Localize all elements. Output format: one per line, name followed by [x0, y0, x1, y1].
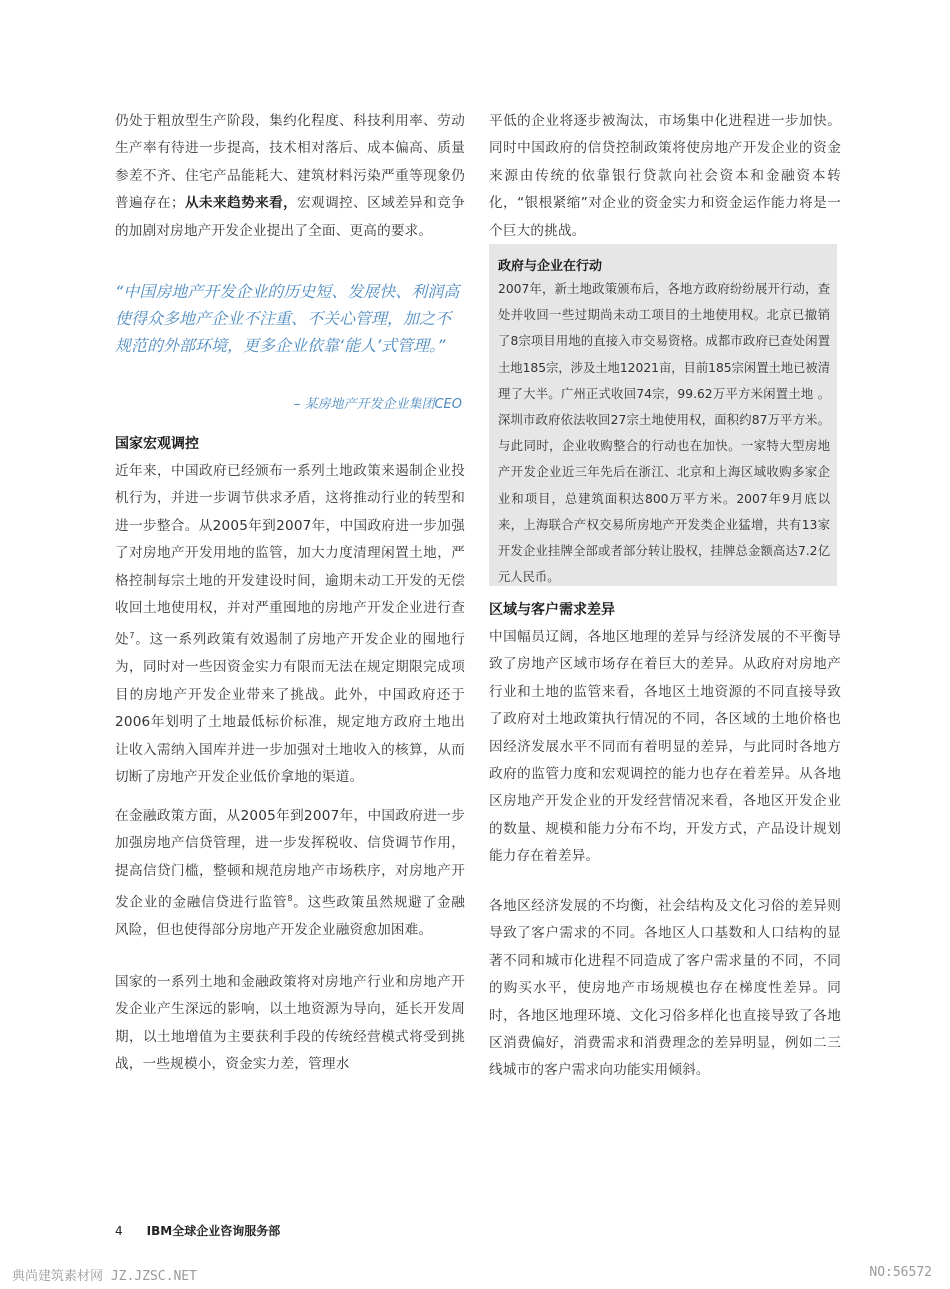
- intro-paragraph: 仍处于粗放型生产阶段，集约化程度、科技利用率、劳动生产率有待进一步提高，技术相对落后、成本偏高、质量参差不齐、住宅产品能耗大、建筑材料污染严重等现象仍普遍存在；从未来趋势来看，宏观调控、区域差异和竞争的加剧对房地产开发企业提出了全面、更高的要求。: [115, 113, 465, 239]
- paragraph-market-concentration: 平低的企业将逐步被淘汰，市场集中化进程进一步加快。同时中国政府的信贷控制政策将使房地产开发企业的资金来源由传统的依靠银行贷款向社会资本和金融资本转化，“银根紧缩”对企业的资金实力和资金运作能力将是一个巨大的挑战。: [489, 113, 841, 239]
- page-footer: [115, 1222, 280, 1239]
- paragraph-finance-policy: 在金融政策方面，从2005年到2007年，中国政府进一步加强房地产信贷管理，进一步发挥税收、信贷调节作用，提高信贷门槛，整顿和规范房地产市场秩序，对房地产开发企业的金融信贷进行监管$^8$。这些政策虽然规避了金融风险，但也使得部分房地产开发企业融资愈加困难。: [115, 808, 466, 939]
- bold-phrase: 从未来趋势来看，: [184, 195, 298, 212]
- quote-attribution: – 某房地产开发企业集团CEO: [293, 397, 462, 412]
- paragraph-customer-demand: 各地区经济发展的不均衡，社会结构及文化习俗的差异则导致了客户需求的不同。各地区人口基数和人口结构的显著不同和城市化进程不同造成了客户需求量的不同，不同的购买水平，使房地产市场规模也存在梯度性差异。同时，各地区地理环境、文化习俗多样化也直接导致了各地区消费偏好，消费需求和消费理念的差异明显，例如二三线城市的客户需求向功能实用倾斜。: [489, 898, 841, 1079]
- sidebar-box-text: 2007年，新土地政策颁布后，各地方政府纷纷展开行动，查处并收回一些过期尚未动工项目的土地使用权。北京已撤销了8宗项目用地的直接入市交易资格。成都市政府已查处闲置土地185宗，涉及土地12021亩，目前185宗闲置土地已被清理了大半。广州正式收回74宗，99.62万平方米闲置土地 。深圳市政府依法收回27宗土地使用权，面积约87万平方米。与此同时，企业收购整合的行动也在加快。一家特大型房地产开发企业近三年先后在浙江、北京和上海区域收购多家企业和项目，总建筑面积达800万平方米。2007年9月底以来，上海联合产权交易所房地产开发类企业猛增，共有13家开发企业挂牌全部或者部分转让股权，挂牌总金额高达7.2亿元人民币。: [498, 282, 830, 585]
- watermark-right: NO:56572: [869, 1265, 932, 1280]
- watermark-left: 典尚建筑素材网 JZ.JZSC.NET: [12, 1269, 197, 1284]
- footnote-ref-7: 7: [129, 631, 135, 641]
- publisher-name: IBM全球企业咨询服务部: [146, 1224, 281, 1238]
- section-heading-regional-difference: 区域与客户需求差异: [489, 602, 615, 618]
- paragraph-regional-difference: 中国幅员辽阔，各地区地理的差异与经济发展的不平衡导致了房地产区域市场存在着巨大的差异。从政府对房地产行业和土地的监管来看，各地区土地资源的不同直接导致了政府对土地政策执行情况的不同，各区域的土地价格也因经济发展水平不同而有着明显的差异，与此同时各地方政府的监管力度和宏观调控的能力也存在着差异。从各地区房地产开发企业的开发经营情况来看，各地区开发企业的数量、规模和能力分布不均，开发方式，产品设计规划能力存在着差异。: [489, 629, 841, 865]
- page-number: 4: [115, 1224, 123, 1238]
- section-heading-macro-control: 国家宏观调控: [115, 436, 199, 452]
- paragraph-policy-impact: 国家的一系列土地和金融政策将对房地产行业和房地产开发企业产生深远的影响，以土地资源为导向，延长开发周期，以土地增值为主要获利手段的传统经营模式将受到挑战，一些规模小，资金实力差，管理水: [115, 974, 465, 1073]
- footnote-ref-8: 8: [287, 894, 293, 904]
- pull-quote: “中国房地产开发企业的历史短、发展快、利润高使得众多地产企业不注重、不关心管理，加之不规范的外部环境，更多企业依靠‘能人’式管理。”: [115, 282, 460, 355]
- paragraph-land-policy: 近年来，中国政府已经颁布一系列土地政策来遏制企业投机行为，并进一步调节供求矛盾，这将推动行业的转型和进一步整合。从2005年到2007年，中国政府进一步加强了对房地产开发用地的监管，加大力度清理闲置土地，严格控制每宗土地的开发建设时间，逾期未动工开发的无偿收回土地使用权，并对严重囤地的房地产开发企业进行查处$^7$。这一系列政策有效遏制了房地产开发企业的囤地行为，同时对一些因资金实力有限而无法在规定期限完成项目的房地产开发企业带来了挑战。此外，中国政府还于2006年划明了土地最低标价标准，规定地方政府土地出让收入需纳入国库并进一步加强对土地收入的核算，从而切断了房地产开发企业低价拿地的渠道。: [115, 463, 465, 785]
- sidebar-box-title: 政府与企业在行动: [498, 259, 603, 274]
- sidebar-box: [489, 244, 837, 586]
